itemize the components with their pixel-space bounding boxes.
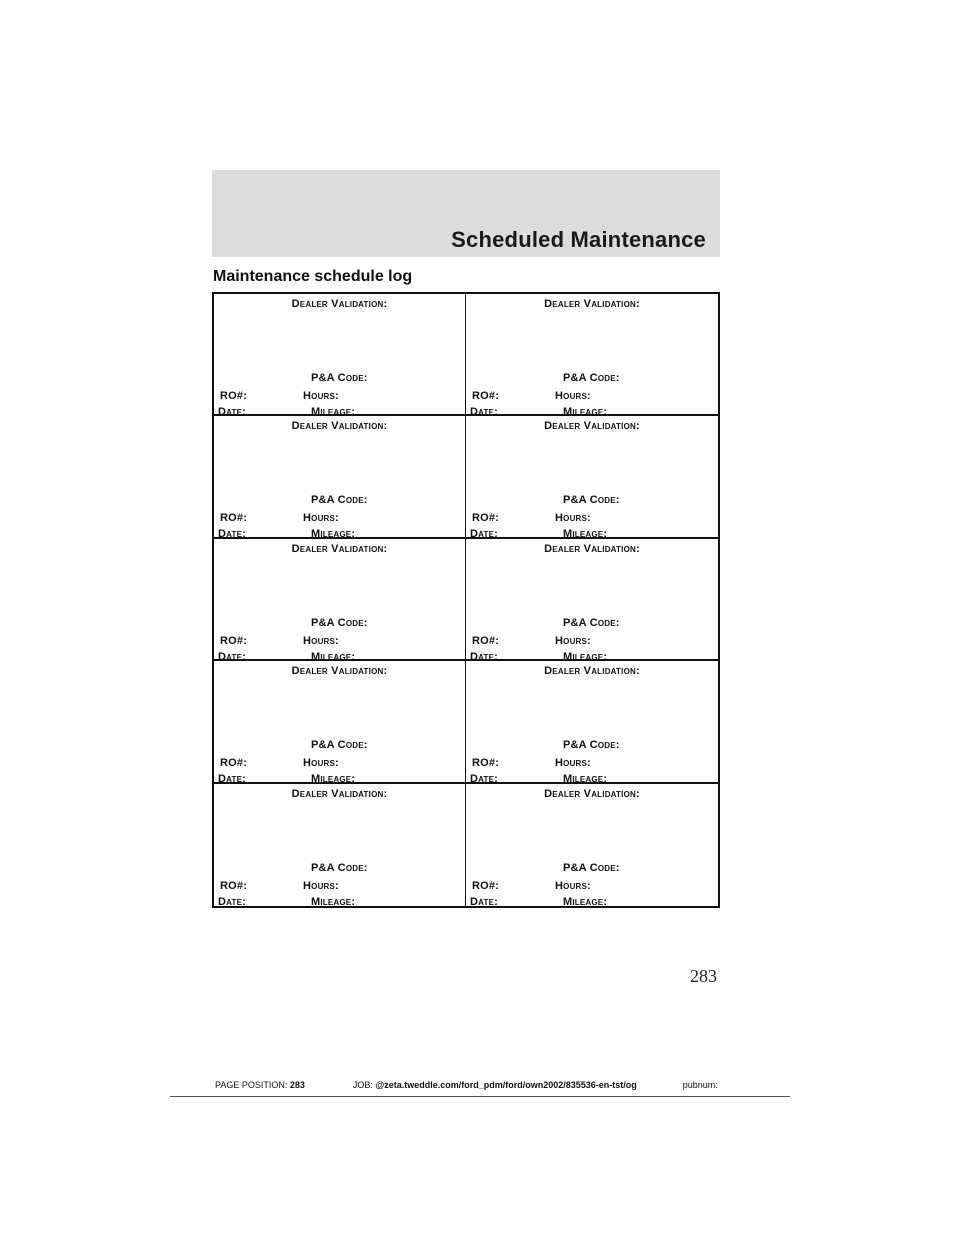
pa-code-label: P&A Code:: [563, 861, 620, 874]
pa-code-label: P&A Code:: [311, 739, 368, 752]
dealer-validation-label: Dealer Validation:: [291, 787, 388, 800]
page-number: 283: [690, 966, 717, 986]
pa-code-label: P&A Code:: [563, 372, 620, 384]
dealer-validation-label: Dealer Validation:: [544, 665, 640, 678]
mileage-label: Mileage:: [311, 773, 356, 786]
hours-label: Hours:: [303, 757, 339, 770]
date-label: Date:: [218, 528, 247, 541]
date-label: Date:: [218, 895, 247, 908]
mileage-label: Mileage:: [563, 650, 608, 663]
maintenance-log-table: [212, 292, 720, 908]
log-entry-cell: [214, 661, 466, 786]
date-label: Date:: [218, 650, 247, 663]
dealer-validation-label: Dealer Validation:: [291, 298, 388, 310]
page-position-label: PAGE POSITION:: [215, 1080, 288, 1090]
hours-label: Hours:: [555, 634, 591, 647]
job-label: JOB:: [352, 1080, 373, 1090]
ro-number-label: RO#:: [472, 512, 500, 525]
dealer-validation-label: Dealer Validation:: [544, 420, 640, 433]
hours-label: Hours:: [303, 512, 339, 525]
date-label: Date:: [470, 773, 499, 786]
dealer-validation-label: Dealer Validation:: [544, 298, 640, 310]
ro-number-label: RO#:: [220, 512, 248, 525]
section-title: Maintenance schedule log: [213, 268, 413, 285]
dealer-validation-label: Dealer Validation:: [291, 420, 388, 433]
mileage-label: Mileage:: [311, 528, 356, 541]
ro-number-label: RO#:: [220, 390, 248, 402]
print-footer: [215, 1080, 718, 1090]
dealer-validation-label: Dealer Validation:: [544, 542, 640, 555]
ro-number-label: RO#:: [220, 757, 248, 770]
hours-label: Hours:: [303, 390, 339, 402]
chapter-header-band: [212, 170, 720, 257]
pa-code-label: P&A Code:: [311, 861, 368, 874]
mileage-label: Mileage:: [563, 895, 608, 908]
date-label: Date:: [218, 406, 247, 418]
date-label: Date:: [470, 406, 499, 418]
date-label: Date:: [470, 895, 499, 908]
footer-rule: [170, 1096, 790, 1097]
pa-code-label: P&A Code:: [563, 616, 620, 629]
log-entry-cell: [214, 784, 466, 906]
log-entry-cell: [466, 294, 718, 416]
pa-code-label: P&A Code:: [311, 616, 368, 629]
ro-number-label: RO#:: [220, 879, 248, 892]
pa-code-label: P&A Code:: [563, 494, 620, 507]
pa-code-label: P&A Code:: [311, 494, 368, 507]
mileage-label: Mileage:: [311, 406, 356, 418]
date-label: Date:: [470, 528, 499, 541]
mileage-label: Mileage:: [563, 773, 608, 786]
pa-code-label: P&A Code:: [563, 739, 620, 752]
ro-number-label: RO#:: [472, 390, 500, 402]
log-entry-cell: [466, 784, 718, 906]
hours-label: Hours:: [555, 390, 591, 402]
date-label: Date:: [470, 650, 499, 663]
mileage-label: Mileage:: [311, 895, 356, 908]
hours-label: Hours:: [555, 512, 591, 525]
dealer-validation-label: Dealer Validation:: [291, 665, 388, 678]
hours-label: Hours:: [555, 879, 591, 892]
hours-label: Hours:: [303, 634, 339, 647]
mileage-label: Mileage:: [563, 528, 608, 541]
hours-label: Hours:: [555, 757, 591, 770]
log-entry-cell: [214, 539, 466, 661]
ro-number-label: RO#:: [472, 757, 500, 770]
pubnum-label: pubnum:: [682, 1080, 718, 1090]
job-value: @zeta.tweddle.com/ford_pdm/ford/own2002/835536-en-tst/og: [375, 1080, 637, 1090]
log-entry-cell: [214, 294, 466, 416]
log-entry-cell: [214, 416, 466, 541]
log-entry-cell: [466, 661, 718, 786]
hours-label: Hours:: [303, 879, 339, 892]
mileage-label: Mileage:: [311, 650, 356, 663]
ro-number-label: RO#:: [472, 879, 500, 892]
dealer-validation-label: Dealer Validation:: [291, 542, 388, 555]
page-position-value: 283: [289, 1080, 305, 1090]
ro-number-label: RO#:: [472, 634, 500, 647]
ro-number-label: RO#:: [220, 634, 248, 647]
date-label: Date:: [218, 773, 247, 786]
mileage-label: Mileage:: [563, 406, 608, 418]
log-entry-cell: [466, 539, 718, 661]
chapter-title: Scheduled Maintenance: [451, 227, 706, 252]
pa-code-label: P&A Code:: [311, 372, 368, 384]
dealer-validation-label: Dealer Validation:: [544, 787, 640, 800]
log-entry-cell: [466, 416, 718, 541]
